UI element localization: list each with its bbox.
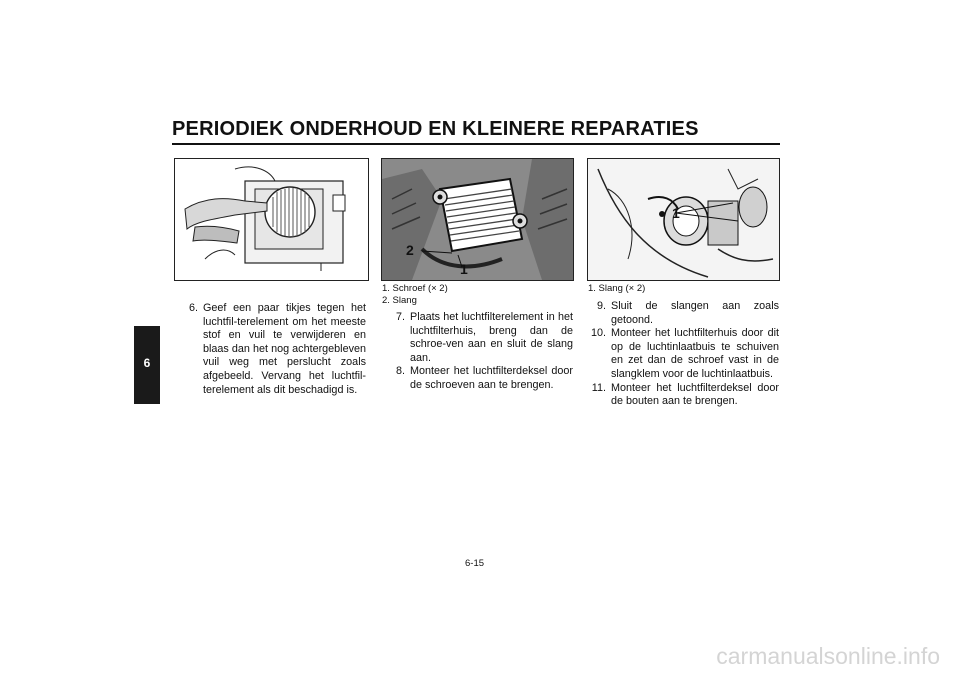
step-number: 9. xyxy=(596,300,606,312)
caption-figure-3 xyxy=(588,283,645,295)
caption-line: 1. Schroef (× 2) xyxy=(382,283,448,294)
step-text: Plaats het luchtfilterelement in het luchtfilterhuis, breng dan de schroe-ven aan en sluit de slang aan. xyxy=(410,311,573,364)
step-number: 8. xyxy=(395,365,405,378)
steps-middle xyxy=(381,311,573,393)
intake-hoses-illustration xyxy=(588,159,779,280)
step-number: 7. xyxy=(395,311,405,323)
step-item xyxy=(381,365,573,392)
step-item xyxy=(381,311,573,365)
step-item xyxy=(582,300,779,327)
page-title: PERIODIEK ONDERHOUD EN KLEINERE REPARATIES xyxy=(172,118,699,140)
caption-figure-2 xyxy=(382,283,448,307)
engine-filter-illustration xyxy=(382,159,573,280)
step-text: Geef een paar tikjes tegen het luchtfil-terelement om het meeste stof en vuil te verwijderen en blaas dan het nog achtergebleven vuil weg met perslucht zoals afgebeeld. Vervang het luchtfil-terelement als dit beschadigd is. xyxy=(203,302,366,396)
steps-left xyxy=(174,302,366,397)
step-text: Monteer het luchtfilterhuis door dit op de luchtinlaatbuis te schuiven en zet dan de schroef vast in de slangklem voor de luchtinlaatbuis. xyxy=(611,327,779,380)
figure-label-1: 1 xyxy=(672,205,680,221)
page-number: 6-15 xyxy=(465,558,485,569)
step-item xyxy=(582,382,779,409)
chapter-tab: 6 xyxy=(134,326,160,404)
figure-label-1: 1 xyxy=(460,261,468,277)
title-rule xyxy=(172,143,780,145)
watermark: carmanualsonline.info xyxy=(716,643,940,669)
step-item xyxy=(174,302,366,397)
step-text: Monteer het luchtfilterdeksel door de bouten aan te brengen. xyxy=(611,381,779,408)
figure-air-filter-cleaning xyxy=(174,158,369,281)
step-text: Sluit de slangen aan zoals getoond. xyxy=(611,300,779,326)
figure-label-2: 2 xyxy=(406,242,414,258)
figure-filter-installation xyxy=(381,158,574,281)
step-number: 6. xyxy=(188,302,198,314)
step-number: 11. xyxy=(591,381,606,394)
caption-line: 2. Slang xyxy=(382,295,417,306)
air-filter-illustration xyxy=(175,159,368,280)
steps-right xyxy=(582,300,779,409)
figure-intake-hoses xyxy=(587,158,780,281)
step-text: Monteer het luchtfilterdeksel door de schroeven aan te brengen. xyxy=(410,365,573,391)
step-item xyxy=(582,327,779,381)
step-number: 10. xyxy=(590,327,606,340)
caption-line: 1. Slang (× 2) xyxy=(588,283,646,294)
